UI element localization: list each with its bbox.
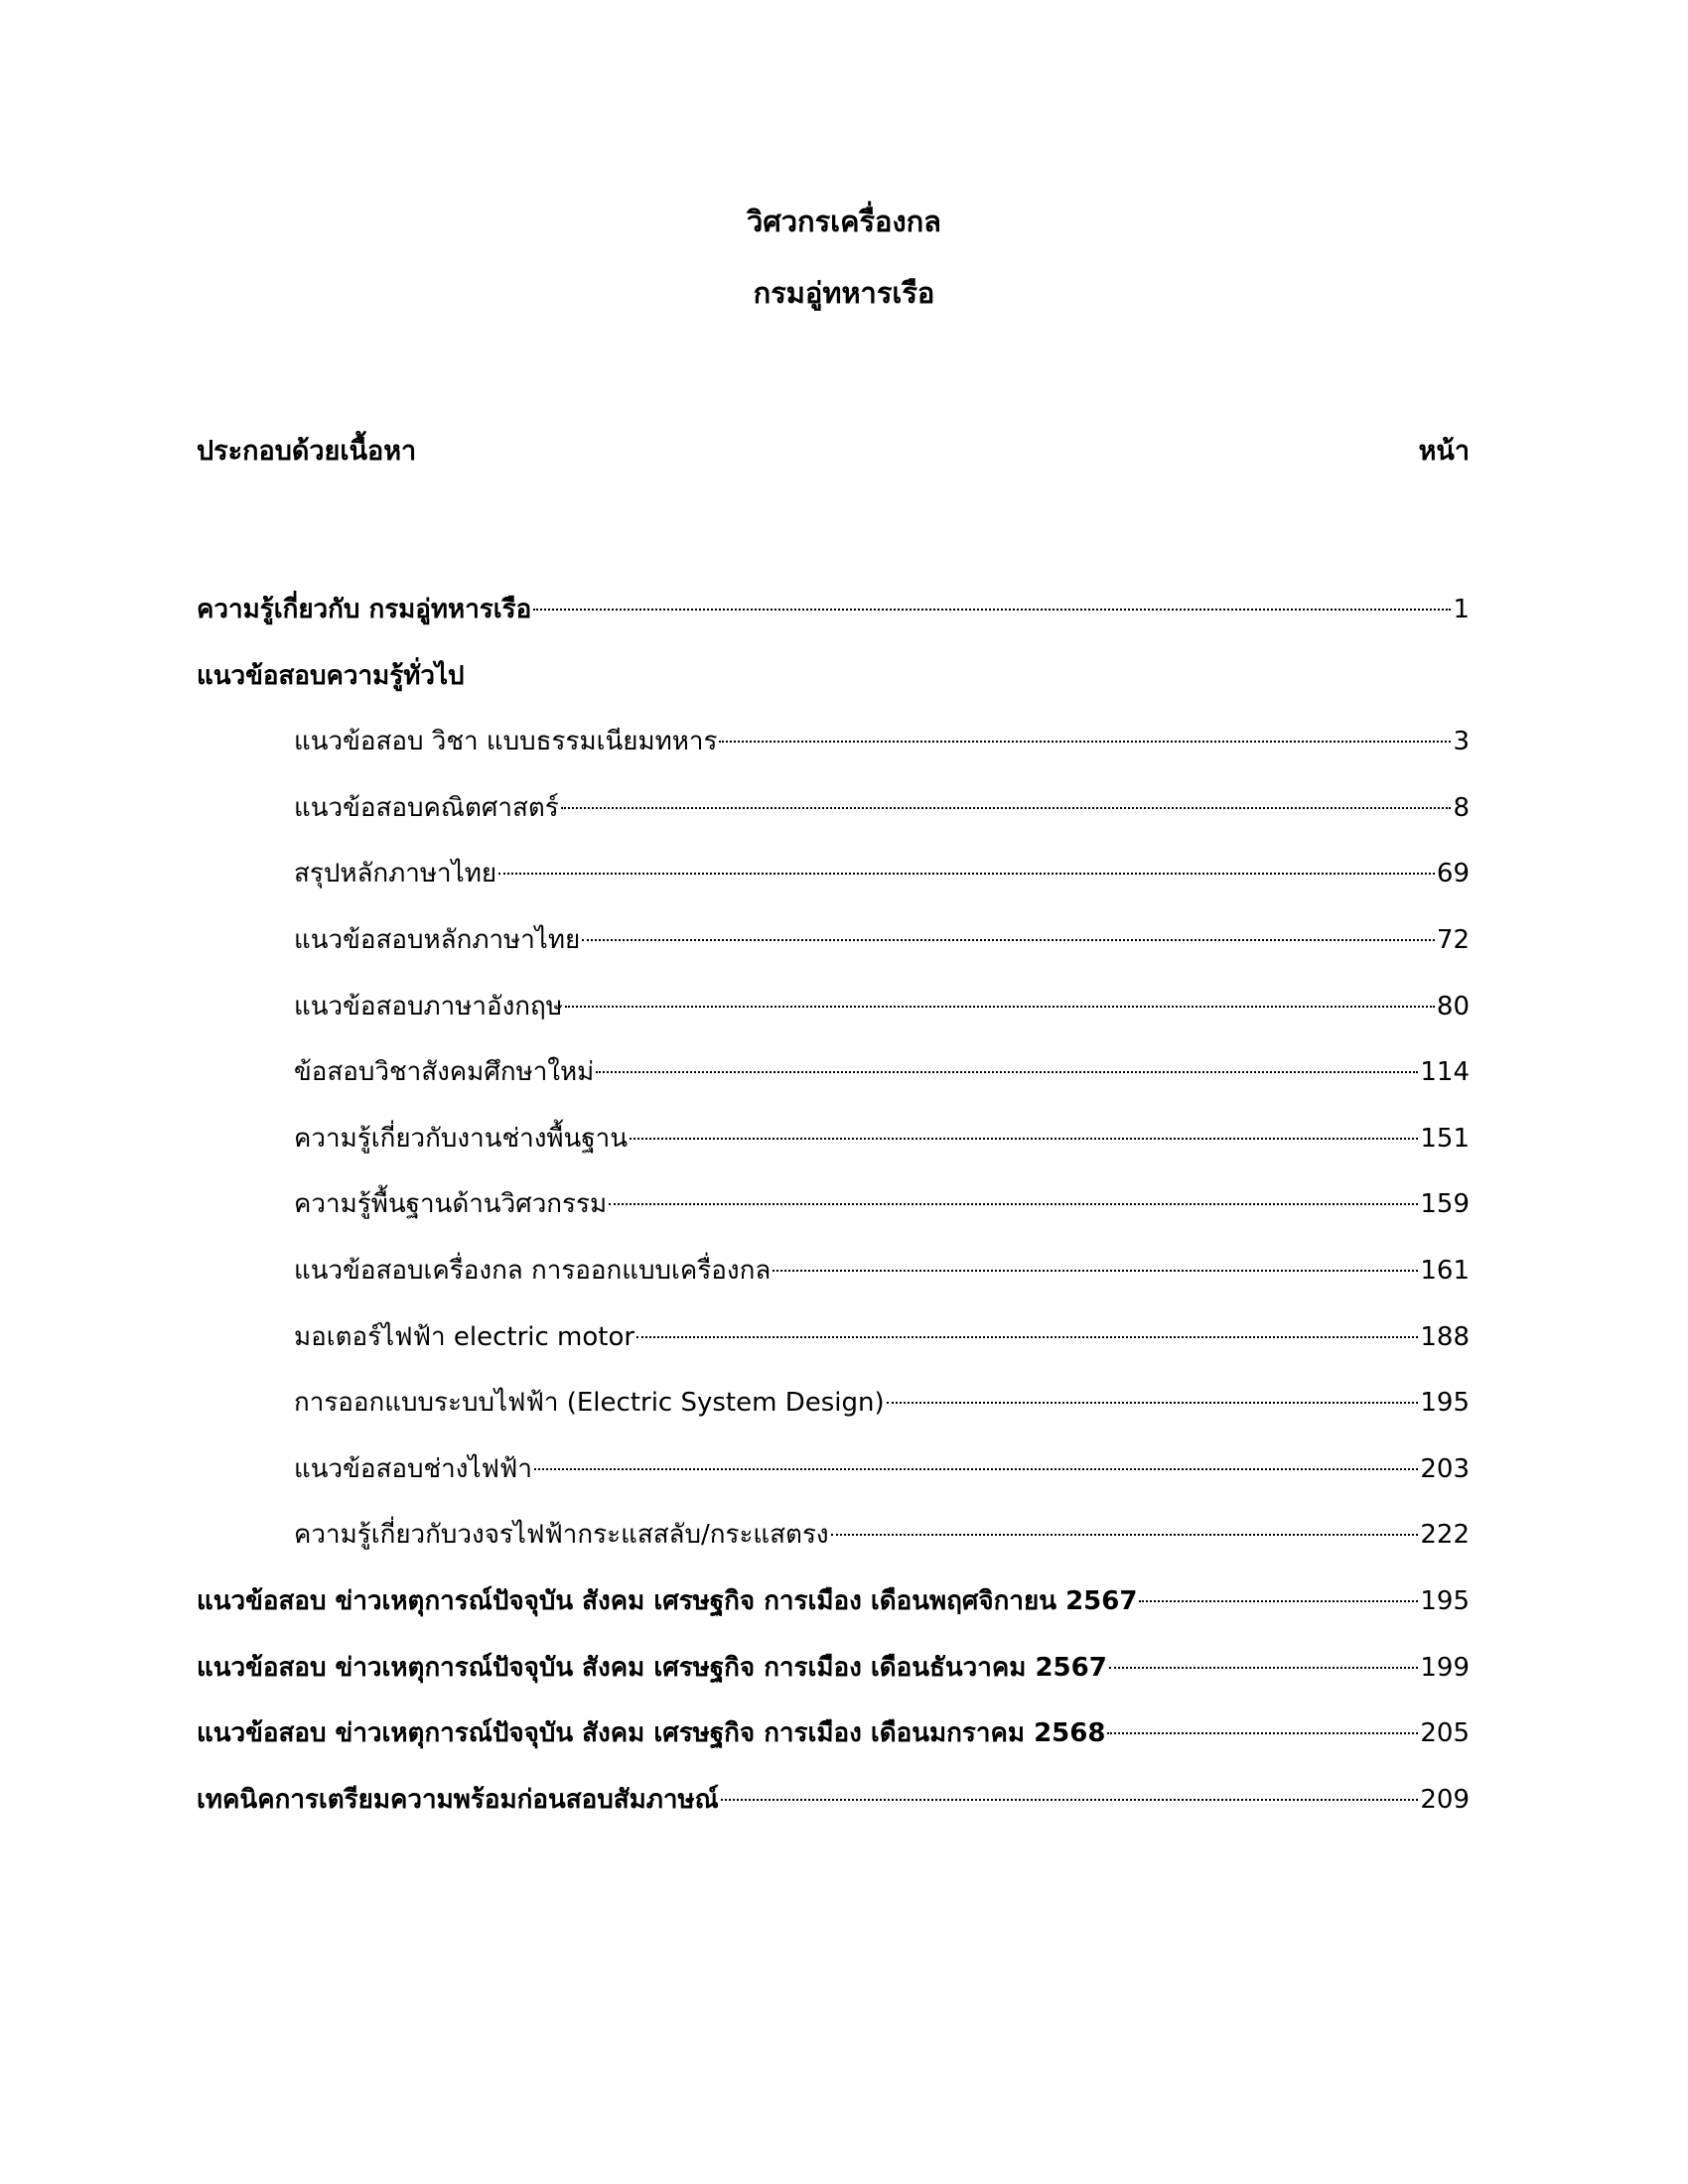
toc-entry-page: 205 [1420, 1718, 1470, 1749]
toc-dot-leader [630, 1138, 1418, 1140]
toc-entry-label: แนวข้อสอบคณิตศาสตร์ [294, 792, 559, 823]
toc-entry [197, 1317, 1470, 1384]
toc-dot-leader [1139, 1600, 1418, 1602]
toc-entry-page: 203 [1420, 1453, 1470, 1484]
toc-entry-label: ความรู้เกี่ยวกับวงจรไฟฟ้ากระแสสลับ/กระแสตรง [294, 1520, 829, 1551]
toc-dot-leader [596, 1071, 1418, 1073]
toc-entry [197, 590, 1470, 656]
toc-entry-label: แนวข้อสอบภาษาอังกฤษ [294, 991, 563, 1022]
table-of-contents [197, 590, 1470, 1845]
toc-dot-leader [498, 873, 1435, 875]
toc-dot-leader [773, 1270, 1418, 1272]
toc-entry [197, 1515, 1470, 1581]
toc-entry-label: สรุปหลักภาษาไทย [294, 859, 497, 889]
toc-entry-label: มอเตอร์ไฟฟ้า electric motor [294, 1321, 635, 1352]
toc-entry-page: 8 [1453, 792, 1470, 823]
toc-entry-label: แนวข้อสอบความรู้ทั่วไป [197, 660, 465, 691]
toc-dot-leader [887, 1402, 1419, 1404]
toc-entry-page: 69 [1436, 859, 1470, 889]
toc-entry [197, 1581, 1470, 1648]
toc-dot-leader [1107, 1732, 1418, 1734]
toc-header-page: หน้า [1418, 436, 1470, 467]
toc-header-contents: ประกอบด้วยเนื้อหา [197, 436, 417, 467]
toc-entry-page: 188 [1420, 1321, 1470, 1352]
toc-dot-leader [533, 609, 1451, 611]
toc-entry-page: 161 [1420, 1255, 1470, 1286]
toc-entry-label: เทคนิคการเตรียมความพร้อมก่อนสอบสัมภาษณ์ [197, 1784, 719, 1815]
toc-entry-page: 209 [1420, 1784, 1470, 1815]
toc-entry-page: 3 [1453, 727, 1470, 757]
toc-dot-leader [609, 1203, 1418, 1205]
toc-entry [197, 1119, 1470, 1185]
toc-dot-leader [534, 1468, 1418, 1470]
toc-entry [197, 1184, 1470, 1251]
toc-entry-page: 1 [1453, 595, 1470, 624]
toc-entry [197, 656, 1470, 723]
toc-dot-leader [831, 1534, 1419, 1536]
toc-entry-label: การออกแบบระบบไฟฟ้า (Electric System Design) [294, 1388, 885, 1419]
document-title: วิศวกรเครื่องกล [747, 205, 941, 238]
toc-entry-label: แนวข้อสอบ วิชา แบบธรรมเนียมทหาร [294, 727, 718, 757]
toc-dot-leader [582, 939, 1435, 941]
toc-entry [197, 1713, 1470, 1780]
toc-entry [197, 987, 1470, 1053]
toc-entry-page: 222 [1420, 1520, 1470, 1551]
toc-header [197, 432, 1470, 472]
toc-entry-page: 199 [1420, 1652, 1470, 1683]
toc-entry-label: แนวข้อสอบ ข่าวเหตุการณ์ปัจจุบัน สังคม เศรษฐกิจ การเมือง เดือนพฤศจิกายน 2567 [197, 1585, 1138, 1616]
toc-entry [197, 1052, 1470, 1119]
toc-dot-leader [565, 1006, 1435, 1008]
toc-entry [197, 788, 1470, 855]
toc-dot-leader [636, 1336, 1418, 1338]
toc-entry [197, 1648, 1470, 1714]
toc-entry [197, 1449, 1470, 1516]
toc-dot-leader [719, 741, 1451, 743]
toc-entry [197, 1780, 1470, 1846]
toc-entry-label: แนวข้อสอบหลักภาษาไทย [294, 924, 581, 955]
toc-entry [197, 854, 1470, 920]
toc-entry-label: แนวข้อสอบ ข่าวเหตุการณ์ปัจจุบัน สังคม เศรษฐกิจ การเมือง เดือนมกราคม 2568 [197, 1718, 1106, 1749]
toc-entry-page: 80 [1436, 991, 1470, 1022]
toc-entry-label: ข้อสอบวิชาสังคมศึกษาใหม่ [294, 1057, 595, 1088]
toc-entry-label: แนวข้อสอบเครื่องกล การออกแบบเครื่องกล [294, 1255, 772, 1286]
toc-dot-leader [721, 1799, 1419, 1801]
toc-entry-label: ความรู้พื้นฐานด้านวิศวกรรม [294, 1189, 608, 1220]
toc-entry-page: 151 [1420, 1123, 1470, 1154]
toc-entry-label: ความรู้เกี่ยวกับงานช่างพื้นฐาน [294, 1123, 629, 1154]
toc-entry-label: แนวข้อสอบ ข่าวเหตุการณ์ปัจจุบัน สังคม เศรษฐกิจ การเมือง เดือนธันวาคม 2567 [197, 1652, 1107, 1683]
document-subtitle: กรมอู่ทหารเรือ [753, 276, 935, 310]
toc-entry [197, 722, 1470, 788]
toc-entry-page: 114 [1420, 1057, 1470, 1088]
toc-entry-page: 195 [1420, 1388, 1470, 1419]
toc-dot-leader [1109, 1667, 1419, 1669]
toc-entry-label: แนวข้อสอบช่างไฟฟ้า [294, 1453, 532, 1484]
toc-entry [197, 1383, 1470, 1449]
toc-entry [197, 1251, 1470, 1317]
toc-entry-page: 72 [1436, 924, 1470, 955]
toc-entry-label: ความรู้เกี่ยวกับ กรมอู่ทหารเรือ [197, 595, 532, 624]
toc-entry-page: 159 [1420, 1189, 1470, 1220]
toc-entry [197, 920, 1470, 987]
toc-dot-leader [561, 807, 1452, 809]
toc-entry-page: 195 [1420, 1585, 1470, 1616]
